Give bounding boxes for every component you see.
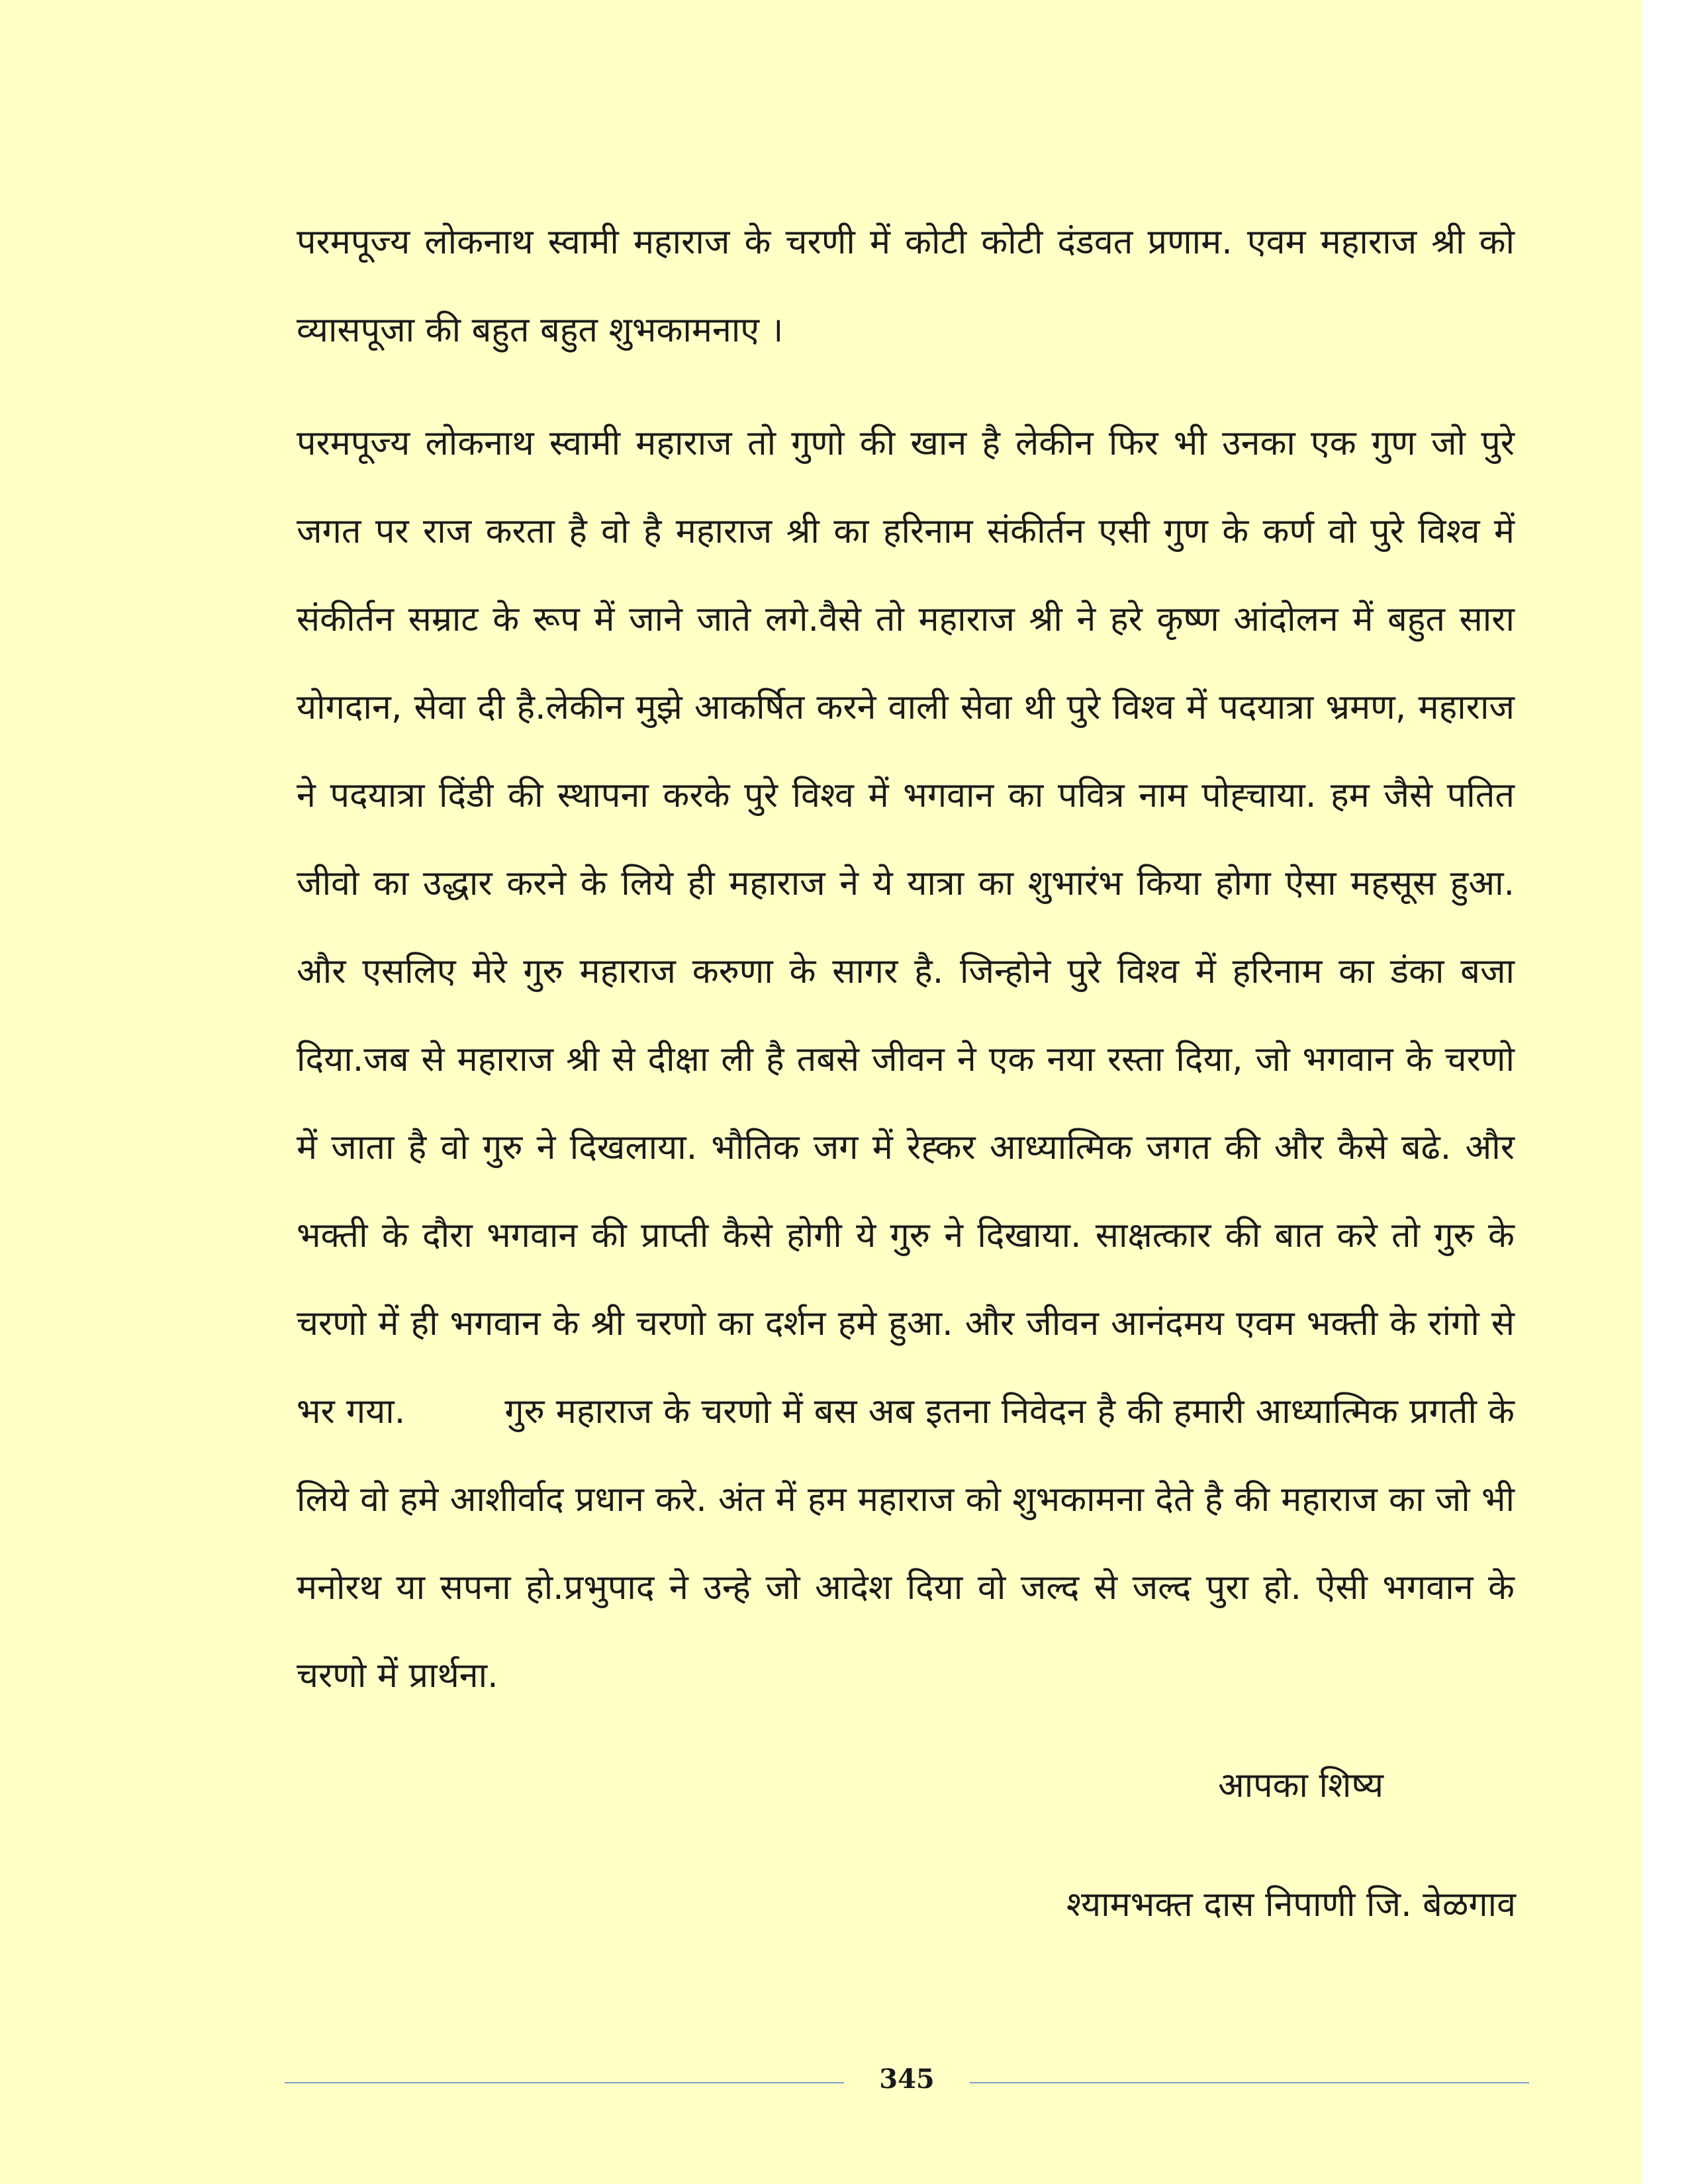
main-paragraph bbox=[297, 400, 1515, 1720]
letter-body bbox=[297, 199, 1515, 1720]
footer-rule-left bbox=[285, 2082, 844, 2083]
main-paragraph-text: परमपूज्य लोकनाथ स्वामी महाराज तो गुणो की खान है लेकीन फिर भी उनका एक गुण जो पुरे जगत पर राज करता है वो है महाराज श्री का हरिनाम संकीर्तन एसी गुण के कर्ण वो पुरे विश्व में संकीर्तन सम्राट के रूप में जाने जाते लगे.वैसे तो महाराज श्री ने हरे कृष्ण आंदोलन में बहुत सारा योगदान, सेवा दी है.लेकीन मुझे आकर्षित करने वाली सेवा थी पुरे विश्व में पदयात्रा भ्रमण, महाराज ने पदयात्रा दिंडी की स्थापना करके पुरे विश्व में भगवान का पवित्र नाम पोह्चाया. हम जैसे पतित जीवो का उद्धार करने के लिये ही महाराज ने ये यात्रा का शुभारंभ किया होगा ऐसा महसूस हुआ. और एसलिए मेरे गुरु महाराज करुणा के सागर है. जिन्होने पुरे विश्व में हरिनाम का डंका बजा दिया.जब से महाराज श्री से दीक्षा ली है तबसे जीवन ने एक नया रस्ता दिया, जो भगवान के चरणो में जाता है वो गुरु ने दिखलाया. भौतिक जग में रेह्कर आध्यात्मिक जगत की और कैसे बढे. और भक्ती के दौरा भगवान की प्राप्ती कैसे होगी ये गुरु ने दिखाया. साक्षत्कार की बात करे तो गुरु के चरणो में ही भगवान के श्री चरणो का दर्शन हमे हुआ. और जीवन आनंदमय एवम भक्ती के रांगो से भर गया. bbox=[297, 424, 1515, 1432]
greeting-paragraph: परमपूज्य लोकनाथ स्वामी महाराज के चरणी में कोटी कोटी दंडवत प्रणाम. एवम महाराज श्री को व्यासपूजा की बहुत बहुत शुभकामनाए । bbox=[297, 222, 1515, 350]
main-paragraph-continuation: गुरु महाराज के चरणो में बस अब इतना निवेदन है की हमारी आध्यात्मिक प्रगती के लिये वो हमे आशीर्वाद प्रधान करे. अंत में हम महाराज को शुभकामना देते है की महाराज का जो भी मनोरथ या सपना हो.प्रभुपाद ने उन्हे जो आदेश दिया वो जल्द से जल्द पुरा हो. ऐसी भगवान के चरणो में प्रार्थना. bbox=[297, 1392, 1515, 1696]
footer-rule-right bbox=[970, 2082, 1529, 2083]
author-name: श्यामभक्त दास निपाणी जि. बेळगाव bbox=[1066, 1885, 1516, 1925]
closing-line: आपका शिष्य bbox=[1217, 1766, 1383, 1805]
page-number: 345 bbox=[879, 2064, 935, 2095]
